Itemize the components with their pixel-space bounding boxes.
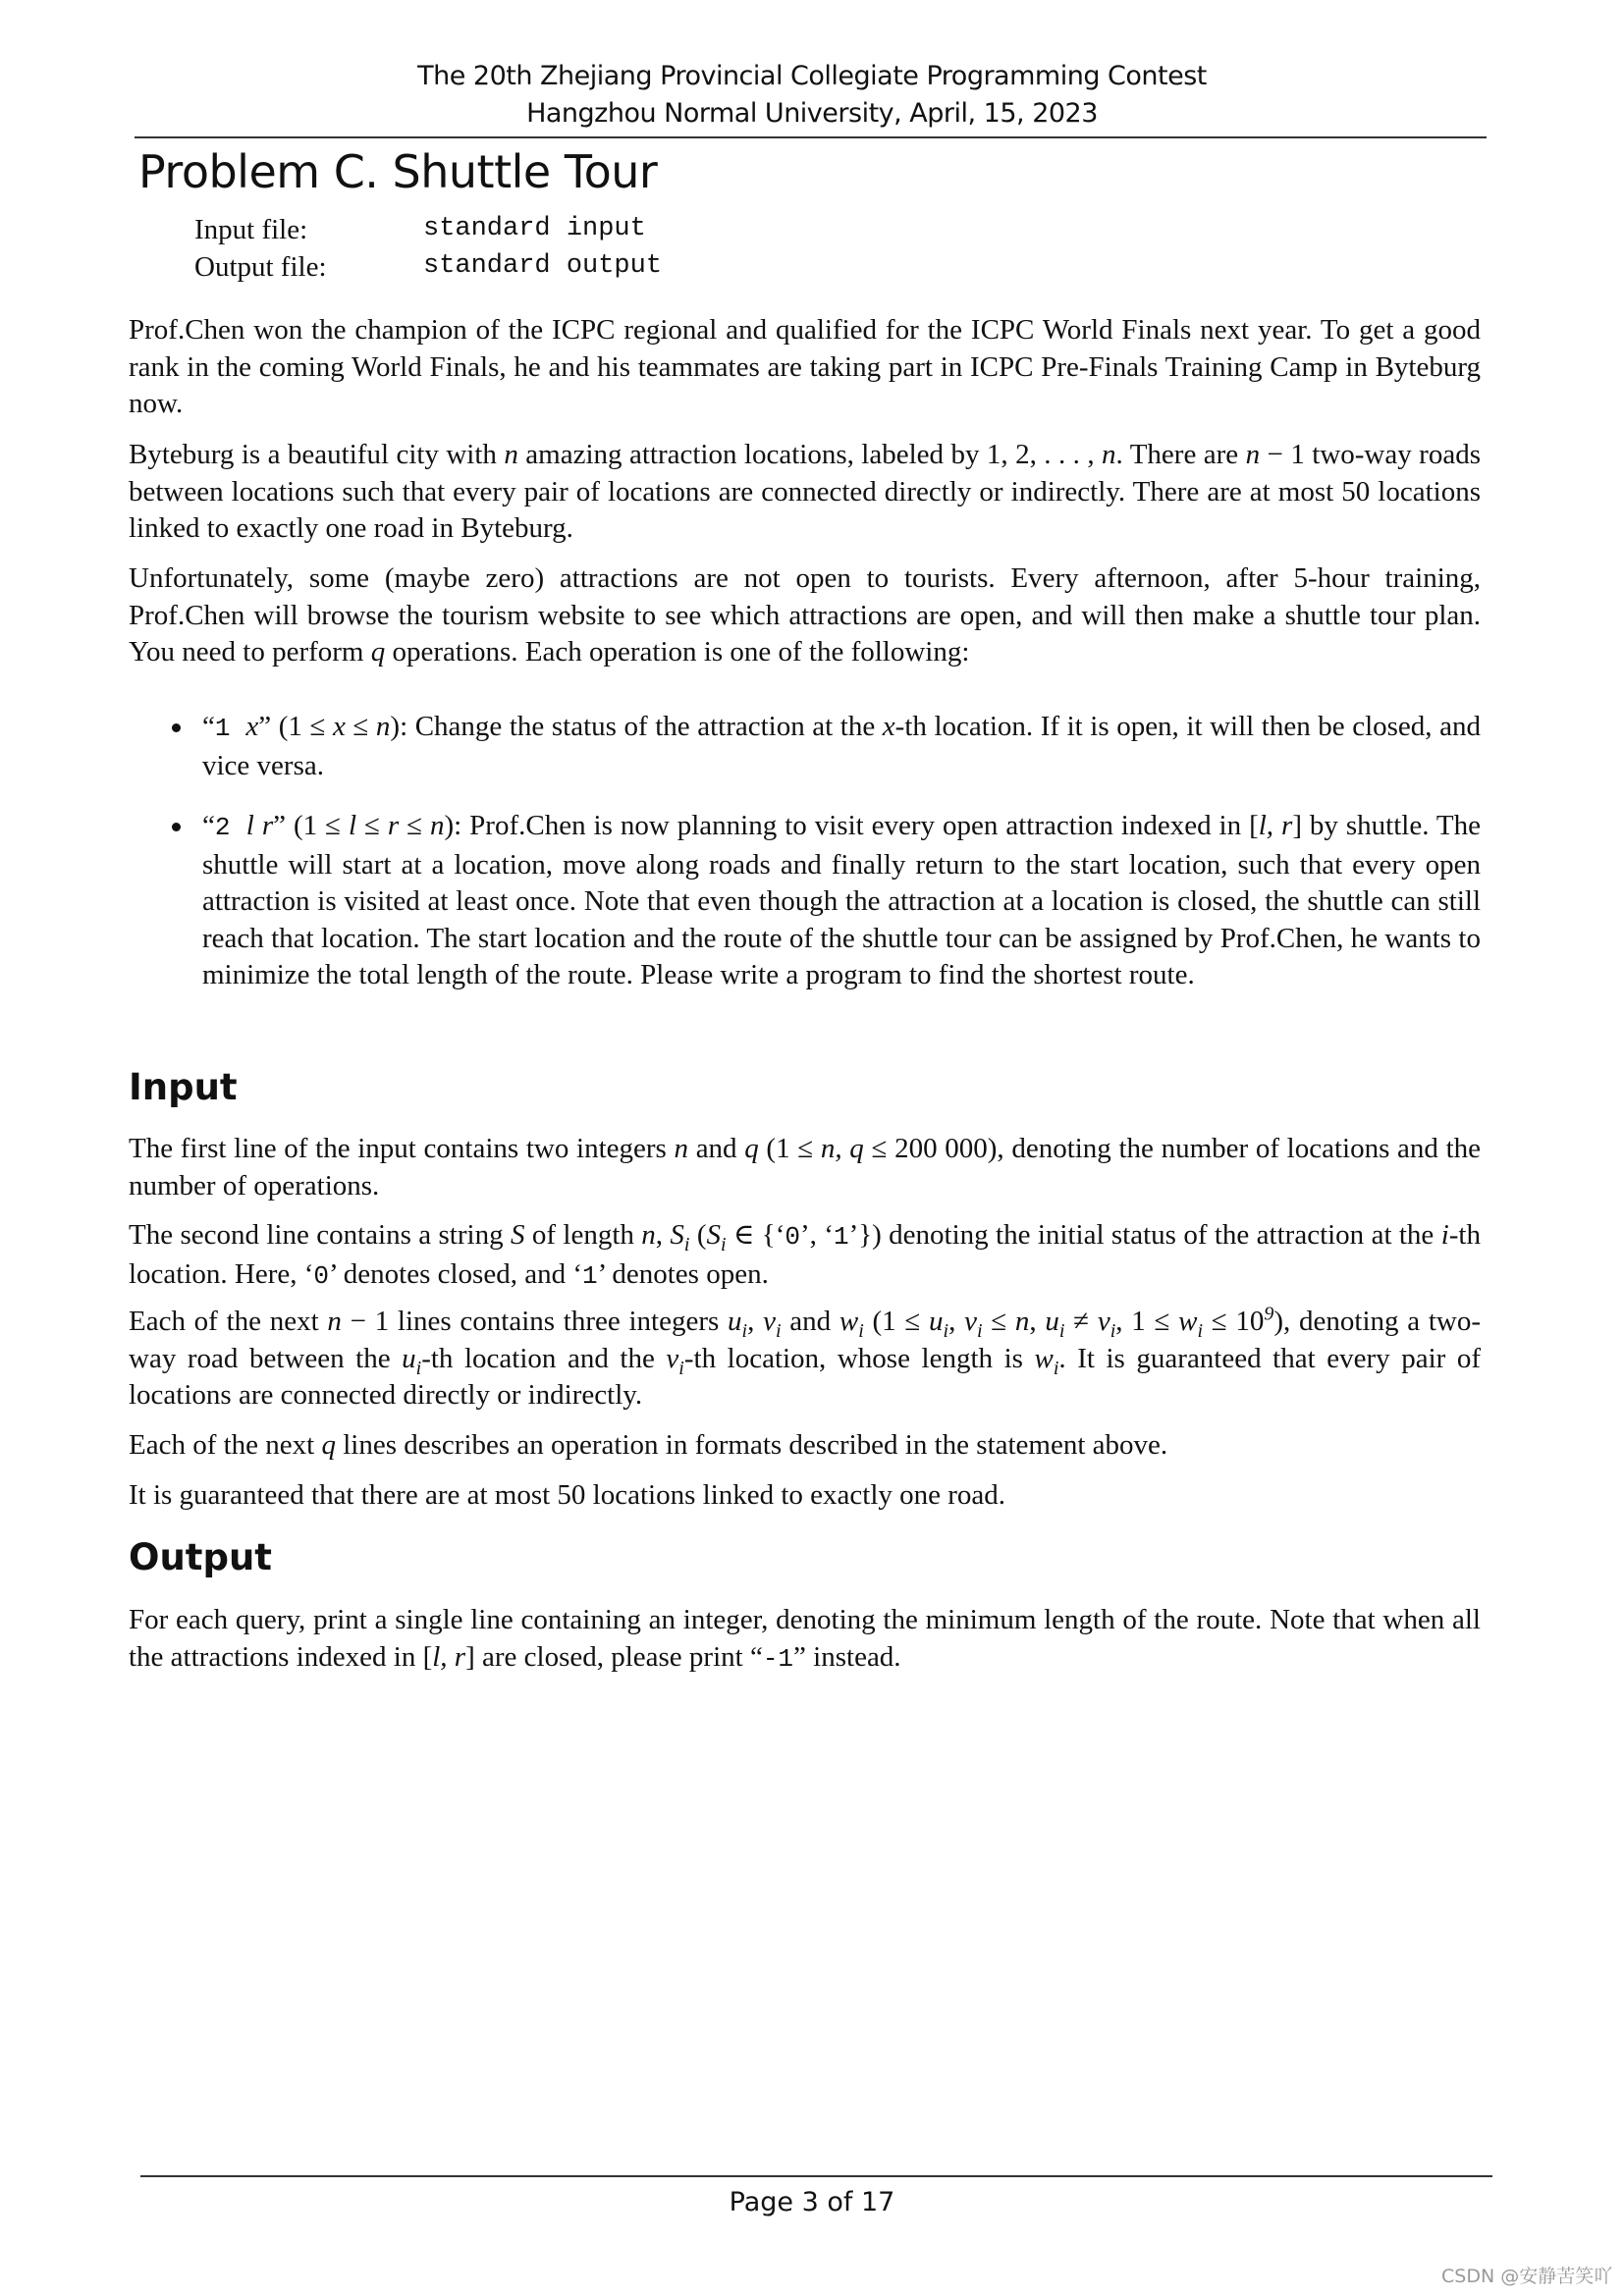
- bullet-dot-icon: [172, 823, 181, 831]
- input-file-label: Input file:: [194, 214, 308, 245]
- code-text: 1: [582, 1260, 598, 1291]
- text-run: -th location. If it is open, it will then be closed, and vice versa.: [202, 711, 1481, 781]
- text-run: of length: [524, 1219, 642, 1251]
- text-run: “: [202, 711, 215, 742]
- text-run: . There are: [1115, 439, 1246, 470]
- math-text: v: [763, 1306, 776, 1337]
- math-text: q: [744, 1133, 759, 1164]
- text-run: ” (1 ≤: [258, 711, 333, 742]
- math-text: i: [1440, 1219, 1449, 1251]
- math-text: i: [1110, 1319, 1116, 1342]
- math-text: n: [1102, 439, 1116, 470]
- math-text: i: [976, 1319, 983, 1342]
- text-run: Each of the next: [129, 1306, 328, 1337]
- math-text: q: [370, 636, 386, 667]
- operation-bullet: [202, 808, 1481, 994]
- math-text: u: [929, 1306, 944, 1337]
- input-paragraph: [129, 1304, 1481, 1415]
- math-text: v: [964, 1306, 977, 1337]
- text-run: Prof.Chen won the champion of the ICPC regional and qualified for the ICPC World Finals next year. To get a good rank in the coming World Finals, he and his teammates are taking part in ICPC Pre-Finals Training Camp in Byteburg now.: [129, 314, 1481, 419]
- math-text: v: [666, 1342, 679, 1374]
- text-run: (: [689, 1219, 707, 1251]
- text-run: -th location, whose length is: [683, 1342, 1035, 1374]
- text-run: ” (1 ≤: [273, 810, 349, 841]
- math-text: i: [1197, 1319, 1204, 1342]
- math-text: q: [321, 1429, 336, 1461]
- page-number: Page 3 of 17: [729, 2187, 895, 2217]
- math-text: r: [387, 810, 400, 841]
- text-run: ,: [1029, 1306, 1046, 1337]
- math-text: i: [683, 1233, 690, 1255]
- text-run: ’}) denoting the initial status of the attraction at the: [848, 1219, 1441, 1251]
- math-text: i: [1053, 1357, 1059, 1379]
- math-text: i: [943, 1319, 949, 1342]
- math-text: v: [1097, 1306, 1110, 1337]
- math-text: n: [504, 439, 518, 470]
- text-run: (1 ≤: [758, 1133, 821, 1164]
- input-paragraph: [129, 1217, 1481, 1295]
- text-run: operations. Each operation is one of the following:: [385, 636, 970, 667]
- text-run: 9: [1264, 1303, 1274, 1325]
- text-run: lines describes an operation in formats described in the statement above.: [335, 1429, 1168, 1461]
- text-run: ≤ 200 000), denoting the number of locations and the number of operations.: [129, 1133, 1482, 1201]
- input-paragraph: [129, 1131, 1481, 1204]
- bullet-dot-icon: [172, 723, 181, 732]
- text-run: , 1 ≤: [1115, 1306, 1179, 1337]
- text-run: ≠: [1064, 1306, 1098, 1337]
- math-text: S: [706, 1219, 722, 1251]
- text-run: It is guaranteed that there are at most 50 locations linked to exactly one road.: [129, 1479, 1006, 1511]
- output-paragraph: [129, 1602, 1481, 1678]
- text-run: The first line of the input contains two integers: [129, 1133, 675, 1164]
- math-text: l, r: [1258, 810, 1293, 841]
- text-run: -th location and the: [421, 1342, 667, 1374]
- watermark: CSDN @安静苦笑吖: [1441, 2266, 1613, 2287]
- output-file-value: standard output: [423, 251, 663, 281]
- text-run: ): Prof.Chen is now planning to visit every open attraction indexed in [: [444, 810, 1259, 841]
- math-text: w: [1178, 1306, 1198, 1337]
- code-text: 0: [313, 1260, 330, 1291]
- text-run: and: [688, 1133, 745, 1164]
- math-text: i: [415, 1357, 422, 1379]
- input-file-value: standard input: [423, 214, 646, 243]
- text-run: For each query, print a single line containing an integer, denoting the minimum length of the route. Note that when all the attractions indexed in [: [129, 1604, 1481, 1673]
- math-text: u: [402, 1342, 416, 1374]
- math-text: i: [858, 1319, 864, 1342]
- text-run: The second line contains a string: [129, 1219, 511, 1251]
- text-run: Each of the next: [129, 1429, 322, 1461]
- text-run: ∈ {‘: [726, 1219, 785, 1251]
- text-run: ] by shuttle. The shuttle will start at a location, move along roads and finally return to the start location, such that every open attraction is visited at least once. Note that even though the attraction at a location is closed, the shuttle can still reach that location. The start location and the route of the shuttle tour can be assigned by Prof.Chen, he wants to minimize the total length of the route. Please write a program to find the shortest route.: [202, 810, 1481, 990]
- math-text: S: [670, 1219, 684, 1251]
- text-run: ,: [948, 1306, 965, 1337]
- text-run: amazing attraction locations, labeled by 1, 2, . . . ,: [517, 439, 1103, 470]
- text-run: ,: [747, 1306, 764, 1337]
- text-run: ≤: [982, 1306, 1015, 1337]
- text-run: ≤: [399, 810, 430, 841]
- math-text: i: [775, 1319, 782, 1342]
- math-text: n: [641, 1219, 656, 1251]
- input-paragraph: [129, 1427, 1481, 1465]
- math-text: i: [741, 1319, 748, 1342]
- text-run: ’ denotes closed, and ‘: [329, 1257, 582, 1290]
- header-rule: [135, 136, 1487, 138]
- statement-paragraph: [129, 561, 1481, 671]
- text-run: ), denoting a two-way road between the: [129, 1306, 1482, 1374]
- text-run: . It is guaranteed that every pair of locations are connected directly or indirectly.: [129, 1342, 1482, 1411]
- code-text: -1: [762, 1643, 794, 1674]
- math-text: w: [839, 1306, 859, 1337]
- math-text: i: [721, 1233, 727, 1255]
- math-text: n, q: [820, 1133, 864, 1164]
- math-text: S: [510, 1219, 525, 1251]
- math-text: n: [1014, 1306, 1030, 1337]
- math-text: i: [1058, 1319, 1065, 1342]
- text-run: (1 ≤: [863, 1306, 930, 1337]
- footer-rule: [140, 2175, 1492, 2177]
- math-text: l r: [245, 810, 274, 841]
- math-text: x: [245, 711, 259, 742]
- operation-bullet: [202, 709, 1481, 784]
- code-text: 1: [833, 1222, 849, 1252]
- code-text: 0: [785, 1222, 800, 1252]
- math-text: n: [674, 1133, 689, 1164]
- output-heading: Output: [129, 1536, 272, 1578]
- text-run: “: [202, 810, 215, 841]
- math-text: x: [882, 711, 895, 742]
- math-text: w: [1034, 1342, 1054, 1374]
- text-run: ≤: [345, 711, 376, 742]
- code-text: 2: [214, 813, 246, 842]
- text-run: and: [781, 1306, 839, 1337]
- problem-title: Problem C. Shuttle Tour: [138, 145, 658, 198]
- math-text: i: [678, 1357, 684, 1379]
- input-paragraph: [129, 1477, 1481, 1515]
- contest-name: The 20th Zhejiang Provincial Collegiate Programming Contest: [417, 61, 1207, 91]
- text-run: ,: [655, 1219, 671, 1251]
- math-text: n: [1245, 439, 1261, 470]
- text-run: ≤ 10: [1203, 1306, 1265, 1337]
- math-text: u: [728, 1306, 742, 1337]
- text-run: − 1 lines contains three integers: [341, 1306, 729, 1337]
- text-run: Unfortunately, some (maybe zero) attractions are not open to tourists. Every afternoon, after 5-hour training, Prof.Chen will browse the tourism website to see which attractions are open, and will then make a shuttle tour plan. You need to perform: [129, 562, 1481, 667]
- text-run: Byteburg is a beautiful city with: [129, 439, 505, 470]
- math-text: l, r: [432, 1640, 466, 1673]
- operation-text: [202, 810, 1481, 990]
- text-run: ): Change the status of the attraction at the: [390, 711, 883, 742]
- math-text: l: [348, 810, 357, 841]
- math-text: n: [375, 711, 391, 742]
- text-run: ] are closed, please print “: [465, 1640, 763, 1673]
- output-file-label: Output file:: [194, 251, 327, 283]
- math-text: n: [430, 810, 445, 841]
- text-run: ’, ‘: [800, 1219, 834, 1251]
- text-run: -th location. Here, ‘: [129, 1219, 1481, 1290]
- operation-text: [202, 711, 1481, 781]
- input-heading: Input: [129, 1066, 238, 1108]
- statement-paragraph: [129, 437, 1481, 548]
- math-text: n: [327, 1306, 342, 1337]
- code-text: 1: [214, 714, 246, 743]
- math-text: u: [1045, 1306, 1059, 1337]
- math-text: x: [332, 711, 346, 742]
- text-run: ’ denotes open.: [597, 1257, 769, 1290]
- contest-venue-date: Hangzhou Normal University, April, 15, 2023: [526, 98, 1098, 129]
- text-run: ≤: [356, 810, 388, 841]
- input-file-row: [194, 214, 646, 246]
- text-run: − 1 two-way roads between locations such that every pair of locations are connected directly or indirectly. There are at most 50 locations linked to exactly one road in Byteburg.: [129, 439, 1481, 544]
- text-run: ” instead.: [793, 1640, 901, 1673]
- statement-paragraph: [129, 312, 1481, 423]
- output-file-row: [194, 251, 663, 284]
